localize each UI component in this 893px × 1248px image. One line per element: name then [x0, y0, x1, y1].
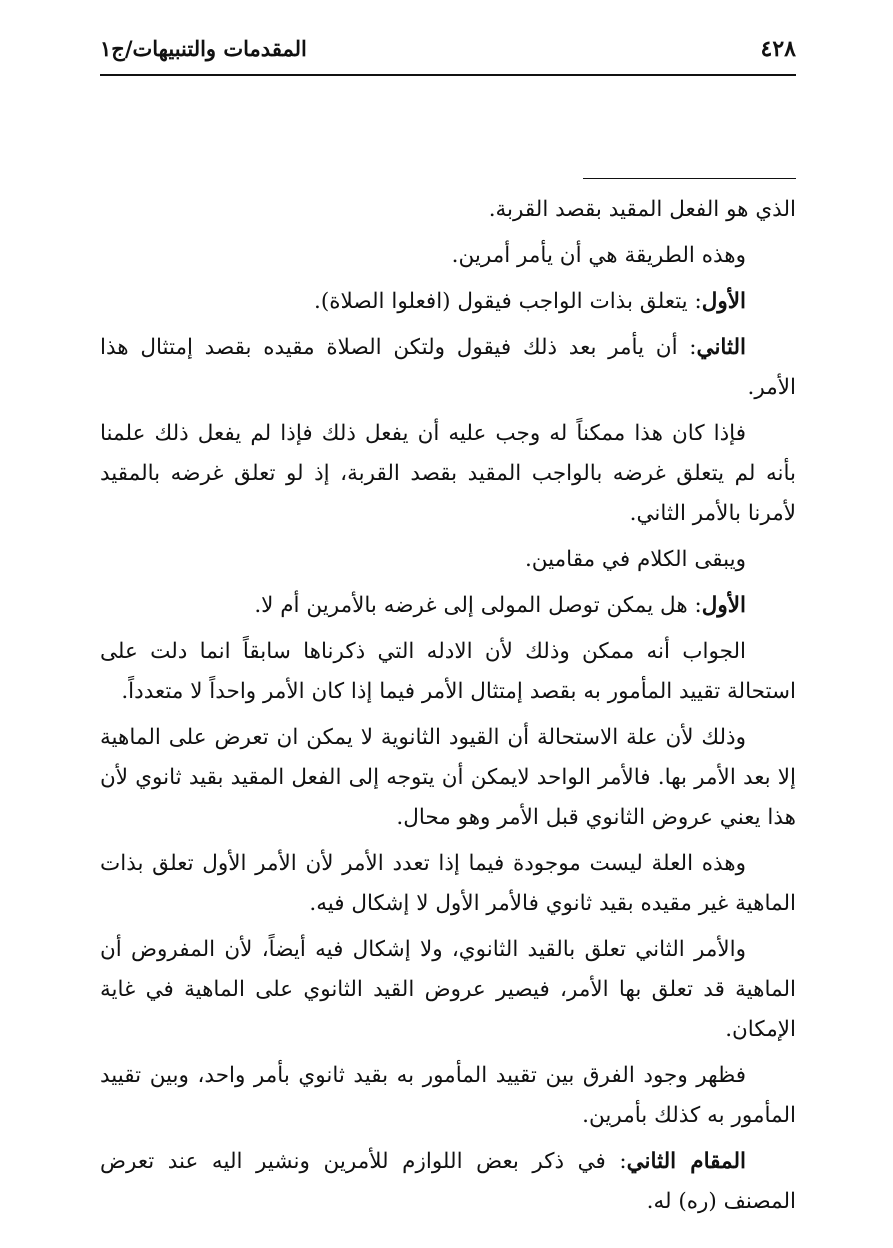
paragraph-text: : أن يأمر بعد ذلك فيقول ولتكن الصلاة مقيده بقصد إمتثال هذا الأمر.	[100, 335, 796, 400]
paragraph	[100, 632, 796, 712]
paragraph-text: الذي هو الفعل المقيد بقصد القربة.	[488, 197, 796, 222]
paragraph-text: والأمر الثاني تعلق بالقيد الثانوي، ولا إشكال فيه أيضاً، لأن المفروض أن الماهية قد تعلق بها الأمر، فيصير عروض القيد الثانوي على الماهية في غاية الإمكان.	[100, 937, 796, 1042]
paragraph-text: ويبقى الكلام في مقامين.	[524, 547, 746, 572]
paragraph-text: وذلك لأن علة الاستحالة أن القيود الثانوية لا يمكن ان تعرض على الماهية إلا بعد الأمر بها. فالأمر الواحد لايمكن أن يتوجه إلى الفعل المقيد بقيد ثانوي لأن هذا يعني عروض الثانوي قبل الأمر وهو محال.	[100, 725, 796, 830]
paragraph	[100, 190, 796, 230]
body-text	[100, 190, 796, 1228]
page-header	[100, 30, 796, 76]
paragraph	[100, 586, 796, 626]
paragraph-text: فظهر وجود الفرق بين تقييد المأمور به بقيد ثانوي بأمر واحد، وبين تقييد المأمور به كذلك بأمرين.	[100, 1063, 796, 1128]
paragraph-text: وهذه الطريقة هي أن يأمر أمرين.	[451, 243, 746, 268]
paragraph	[100, 844, 796, 924]
paragraph-term: الثاني	[696, 335, 746, 360]
paragraph	[100, 282, 796, 322]
paragraph-term: الأول	[701, 289, 746, 314]
paragraph	[100, 1056, 796, 1136]
paragraph-term: الأول	[701, 593, 746, 618]
paragraph	[100, 414, 796, 534]
paragraph-text: الجواب أنه ممكن وذلك لأن الادله التي ذكرناها سابقاً انما دلت على استحالة تقييد المأمور به بقصد إمتثال الأمر فيما إذا كان الأمر واحداً لا متعدداً.	[100, 639, 796, 704]
paragraph	[100, 328, 796, 408]
paragraph-term: المقام الثاني	[626, 1149, 746, 1174]
paragraph	[100, 1142, 796, 1222]
paragraph	[100, 930, 796, 1050]
paragraph-text: وهذه العلة ليست موجودة فيما إذا تعدد الأمر لأن الأمر الأول تعلق بذات الماهية غير مقيده بقيد ثانوي فالأمر الأول لا إشكال فيه.	[100, 851, 796, 916]
separator-rule	[583, 178, 796, 179]
paragraph	[100, 540, 796, 580]
paragraph	[100, 718, 796, 838]
paragraph-text: : في ذكر بعض اللوازم للأمرين ونشير اليه عند تعرض المصنف (ره) له.	[100, 1149, 796, 1214]
paragraph-text: فإذا كان هذا ممكناً له وجب عليه أن يفعل ذلك فإذا لم يفعل ذلك علمنا بأنه لم يتعلق غرضه بالواجب المقيد بقصد القربة، إذ لو تعلق غرضه بالمقيد لأمرنا بالأمر الثاني.	[100, 421, 796, 526]
paragraph-text: : يتعلق بذات الواجب فيقول (افعلوا الصلاة).	[314, 289, 702, 314]
running-title: المقدمات والتنبيهات/ج١	[100, 36, 307, 61]
page-number: ٤٢٨	[760, 36, 796, 62]
paragraph-text: : هل يمكن توصل المولى إلى غرضه بالأمرين أم لا.	[254, 593, 702, 618]
paragraph	[100, 236, 796, 276]
